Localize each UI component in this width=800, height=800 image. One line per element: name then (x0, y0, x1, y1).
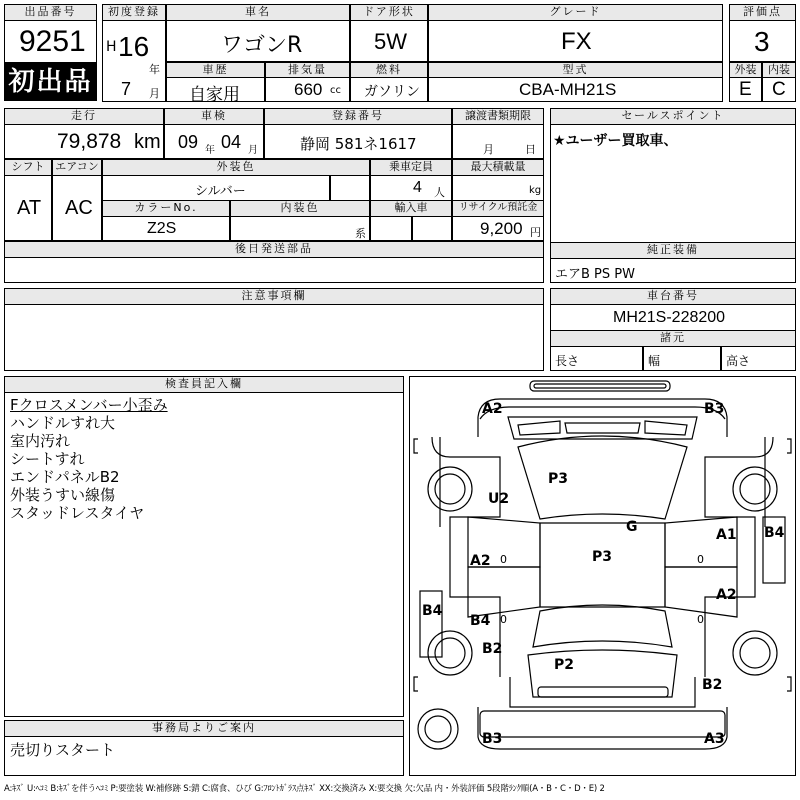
mark-b3-top-right: B3 (704, 401, 725, 417)
mileage-value: 79,878 (57, 130, 122, 153)
car-diagram (410, 377, 795, 775)
transfer-box (452, 124, 544, 159)
plate-box (264, 124, 452, 159)
inspection-box (164, 124, 264, 159)
model-value: CBA-MH21S (519, 80, 617, 99)
transfer-header: 譲渡書類期限 (452, 108, 544, 125)
lot-number: 9251 (19, 25, 86, 58)
mark-b4-rear-door: B4 (470, 613, 491, 629)
history-box (166, 77, 265, 105)
ext-color-extra-box (330, 175, 370, 201)
mark-b4-right: B4 (764, 525, 785, 541)
dim-height-label: 高さ (726, 354, 751, 368)
import-box-a (370, 216, 412, 241)
history-header: 車歴 (166, 62, 265, 78)
exterior-header: 外装 (729, 62, 762, 78)
mark-b3-bottom-left: B3 (482, 731, 503, 747)
interior-header: 内装 (762, 62, 796, 78)
mark-b4-left: B4 (422, 603, 443, 619)
ext-color-value: シルバー (195, 184, 246, 199)
mark-a3-bottom-right: A3 (704, 731, 725, 747)
model-box (428, 77, 723, 102)
inspection-month: 04 (221, 132, 242, 152)
inspector-box (4, 392, 404, 717)
int-color-box (230, 216, 370, 241)
mark-a1: A1 (716, 527, 737, 543)
mark-b2-right: B2 (702, 677, 723, 693)
transfer-month-unit: 月 (483, 143, 494, 156)
chassis-value: MH21S-228200 (613, 309, 726, 326)
genuine-header: 純正装備 (550, 242, 796, 259)
color-no-value: Z2S (147, 220, 177, 237)
import-box-b (412, 216, 452, 241)
recycle-header: リサイクル預託金 (452, 200, 544, 217)
score-box (729, 20, 796, 62)
inspector-line-1: Fクロスメンバー小歪み (10, 396, 168, 414)
dimensions-header: 諸元 (550, 330, 796, 347)
later-parts-header: 後日発送部品 (4, 241, 544, 258)
displacement-unit: cc (330, 85, 341, 96)
mark-zero-1: 0 (500, 553, 507, 566)
car-diagram-frame (409, 376, 796, 776)
registration-month: 7 (121, 79, 132, 99)
dim-length-box (550, 346, 643, 371)
later-parts-box (4, 257, 544, 283)
grade-box (428, 20, 723, 62)
load-header: 最大積載量 (452, 159, 544, 176)
color-no-box (102, 216, 230, 241)
color-no-header: カラーNo. (102, 200, 230, 217)
inspector-header: 検査員記入欄 (4, 376, 404, 393)
dim-width-box (643, 346, 721, 371)
inspector-line-2: ハンドルすれ大 (10, 414, 116, 432)
mark-b2-left: B2 (482, 641, 503, 657)
aircon-header: エアコン (52, 159, 102, 176)
interior-score: C (772, 79, 786, 100)
inspection-year: 09 (178, 132, 199, 152)
dim-width-label: 幅 (648, 354, 661, 368)
plate-header: 登録番号 (264, 108, 452, 125)
lot-header: 出品番号 (4, 4, 97, 21)
load-box (452, 175, 544, 201)
mileage-box (4, 124, 164, 159)
fuel-box (350, 77, 428, 102)
car-name-value: ワゴンR (221, 33, 303, 58)
fuel-header: 燃料 (350, 62, 428, 78)
legend: A:ｷｽﾞ U:ﾍｺﾐ B:ｷｽﾞを伴うﾍｺﾐ P:要塗装 W:補修跡 S:錆 C:腐食、ひび G:ﾌﾛﾝﾄｶﾞﾗｽ点ｷｽﾞ XX:交換済み X:要交換 欠:欠品 内・外装評価 5段階ﾗﾝｸ順(A・B・C・D・E) 2 (4, 784, 605, 794)
genuine-value: エアB PS PW (555, 267, 635, 282)
plate-value: 静岡 581ネ1617 (300, 135, 417, 153)
door-header: ドア形状 (350, 4, 428, 21)
ext-color-box (102, 175, 330, 201)
interior-score-box (762, 77, 796, 102)
inspection-header: 車検 (164, 108, 264, 125)
capacity-unit: 人 (434, 186, 445, 199)
inspector-line-4: シートすれ (10, 450, 85, 468)
office-header: 事務局よりご案内 (4, 720, 404, 737)
mark-zero-3: 0 (697, 553, 704, 566)
registration-year-unit: 年 (149, 63, 160, 76)
displacement-box (265, 77, 350, 102)
dim-height-box (721, 346, 796, 371)
history-value: 自家用 (189, 85, 240, 105)
mark-a2-right-door: A2 (716, 587, 737, 603)
import-header: 輸入車 (370, 200, 452, 217)
mark-a2-left-door: A2 (470, 553, 491, 569)
mark-zero-4: 0 (697, 613, 704, 626)
inspector-line-7: スタッドレスタイヤ (10, 504, 145, 522)
mileage-unit: km (134, 131, 161, 153)
inspection-month-unit: 月 (248, 145, 258, 156)
car-name-box (166, 20, 350, 62)
score-value: 3 (754, 26, 770, 57)
shift-value: AT (17, 197, 42, 219)
grade-value: FX (561, 28, 592, 55)
grade-header: グレード (428, 4, 723, 21)
chassis-box (550, 304, 796, 331)
displacement-value: 660 (294, 80, 323, 99)
displacement-header: 排気量 (265, 62, 350, 78)
registration-box (102, 20, 166, 102)
car-name-header: 車名 (166, 4, 350, 21)
aircon-value: AC (65, 197, 93, 219)
sales-point-text: ★ユーザー買取車、 (553, 133, 678, 149)
transfer-day-unit: 日 (525, 143, 536, 156)
mileage-header: 走行 (4, 108, 164, 125)
office-box (4, 736, 404, 776)
inspector-line-5: エンドパネルB2 (10, 468, 120, 486)
int-color-header: 内装色 (230, 200, 370, 217)
chassis-header: 車台番号 (550, 288, 796, 305)
registration-era: H (106, 39, 117, 55)
score-header: 評価点 (729, 4, 796, 21)
registration-month-unit: 月 (149, 87, 160, 100)
recycle-unit: 円 (530, 226, 541, 239)
mark-p3-roof: P3 (592, 549, 613, 565)
capacity-header: 乗車定員 (370, 159, 452, 176)
inspector-line-3: 室内汚れ (10, 432, 71, 450)
door-value: 5W (374, 29, 407, 54)
capacity-box (370, 175, 452, 201)
fuel-value: ガソリン (364, 84, 420, 100)
dim-length-label: 長さ (555, 354, 580, 368)
first-listing-badge: 初出品 (4, 63, 97, 101)
sales-point-header: セールスポイント (550, 108, 796, 125)
int-color-suffix: 系 (355, 227, 366, 240)
exterior-score-box (729, 77, 762, 102)
sales-point-box (550, 124, 796, 243)
inspection-year-unit: 年 (205, 145, 215, 156)
shift-box (4, 175, 52, 241)
registration-year: 16 (118, 31, 150, 62)
mark-zero-2: 0 (500, 613, 507, 626)
lot-number-box (4, 20, 97, 63)
recycle-value: 9,200 (480, 219, 523, 238)
shift-header: シフト (4, 159, 52, 176)
caution-header: 注意事項欄 (4, 288, 544, 305)
model-header: 型式 (428, 62, 723, 78)
exterior-score: E (739, 79, 752, 100)
mark-u2: U2 (488, 491, 510, 507)
mark-a2-top-left: A2 (482, 401, 503, 417)
mark-g: G (626, 519, 638, 535)
office-value: 売切りスタート (10, 741, 116, 759)
door-box (350, 20, 428, 62)
load-unit: kg (529, 185, 542, 196)
ext-color-header: 外装色 (102, 159, 370, 176)
recycle-box (452, 216, 544, 241)
inspector-line-6: 外装うすい線傷 (10, 486, 116, 504)
capacity-value: 4 (413, 179, 422, 196)
aircon-box (52, 175, 102, 241)
caution-box (4, 304, 544, 371)
mark-p3-hood: P3 (548, 471, 569, 487)
registration-header: 初度登録 (102, 4, 166, 21)
mark-p2: P2 (554, 657, 575, 673)
genuine-box (550, 258, 796, 283)
